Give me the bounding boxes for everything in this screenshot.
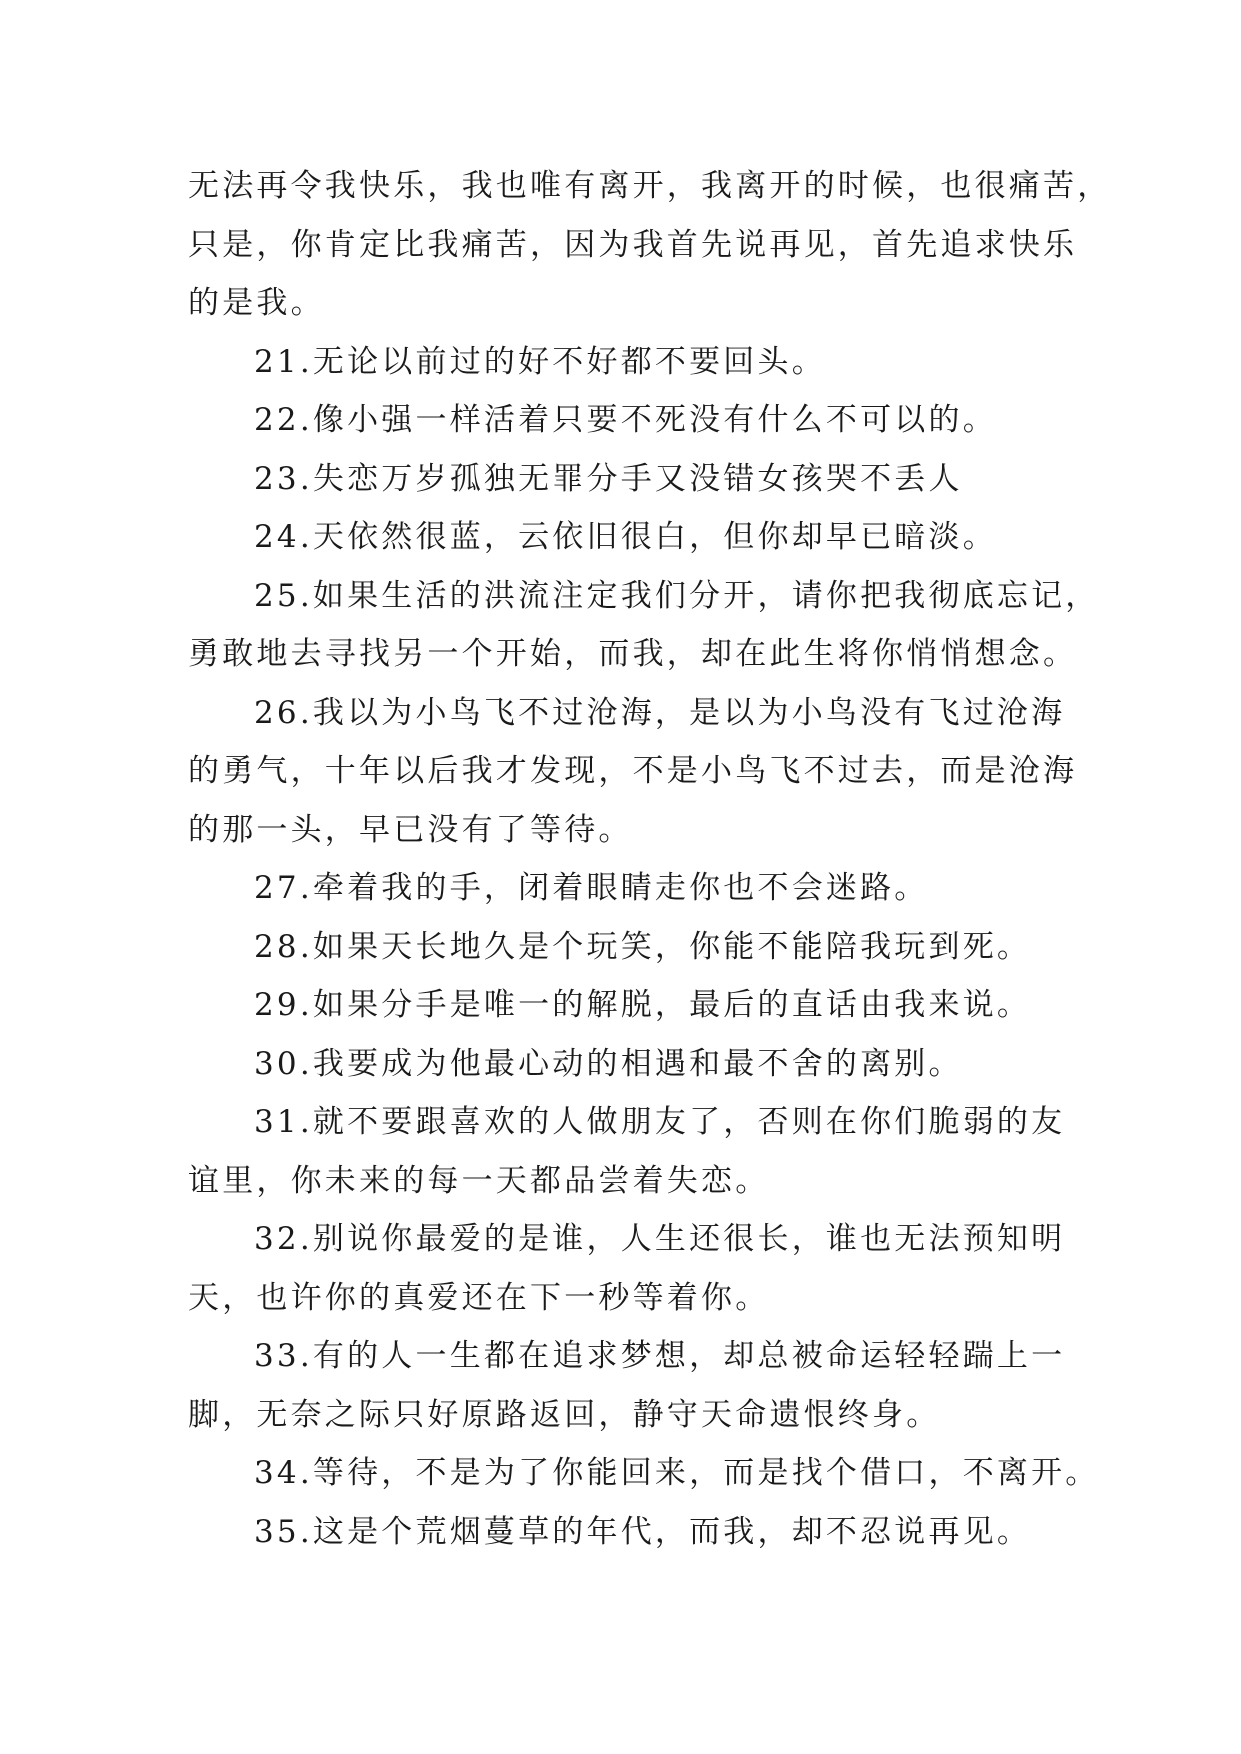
- text-line: 谊里，你未来的每一天都品尝着失恋。: [188, 1162, 770, 1199]
- text-line: 27.牵着我的手，闭着眼睛走你也不会迷路。: [254, 870, 929, 906]
- text-line: 29.如果分手是唯一的解脱，最后的直话由我来说。: [254, 987, 1032, 1023]
- text-line: 28.如果天长地久是个玩笑，你能不能陪我玩到死。: [254, 928, 1032, 965]
- text-line: 31.就不要跟喜欢的人做朋友了，否则在你们脆弱的友: [254, 1104, 1066, 1140]
- text-line: 勇敢地去寻找另一个开始，而我，却在此生将你悄悄想念。: [188, 636, 1078, 672]
- document-body: [188, 157, 1112, 1561]
- text-line: 34.等待，不是为了你能回来，而是找个借口，不离开。: [254, 1455, 1100, 1491]
- text-line: 22.像小强一样活着只要不死没有什么不可以的。: [254, 402, 997, 438]
- text-line: 的是我。: [188, 285, 325, 321]
- text-line: 天，也许你的真爱还在下一秒等着你。: [188, 1279, 770, 1316]
- text-line: 35.这是个荒烟蔓草的年代，而我，却不忍说再见。: [254, 1513, 1032, 1550]
- text-line: 23.失恋万岁孤独无罪分手又没错女孩哭不丢人: [254, 460, 963, 497]
- text-line: 无法再令我快乐，我也唯有离开，我离开的时候，也很痛苦，: [188, 168, 1112, 204]
- text-line: 25.如果生活的洪流注定我们分开，请你把我彻底忘记，: [254, 577, 1100, 614]
- text-line: 33.有的人一生都在追求梦想，却总被命运轻轻踹上一: [254, 1338, 1066, 1374]
- text-line: 21.无论以前过的好不好都不要回头。: [254, 343, 826, 380]
- text-line: 30.我要成为他最心动的相遇和最不舍的离别。: [254, 1045, 963, 1082]
- text-line: 24.天依然很蓝，云依旧很白，但你却早已暗淡。: [254, 519, 997, 555]
- text-line: 只是，你肯定比我痛苦，因为我首先说再见，首先追求快乐: [188, 226, 1078, 263]
- text-line: 32.别说你最爱的是谁，人生还很长，谁也无法预知明: [254, 1221, 1066, 1257]
- text-line: 的勇气，十年以后我才发现，不是小鸟飞不过去，而是沧海: [188, 753, 1078, 789]
- text-line: 的那一头，早已没有了等待。: [188, 811, 633, 848]
- text-line: 脚，无奈之际只好原路返回，静守天命遗恨终身。: [188, 1396, 941, 1433]
- text-line: 26.我以为小鸟飞不过沧海，是以为小鸟没有飞过沧海: [254, 694, 1066, 731]
